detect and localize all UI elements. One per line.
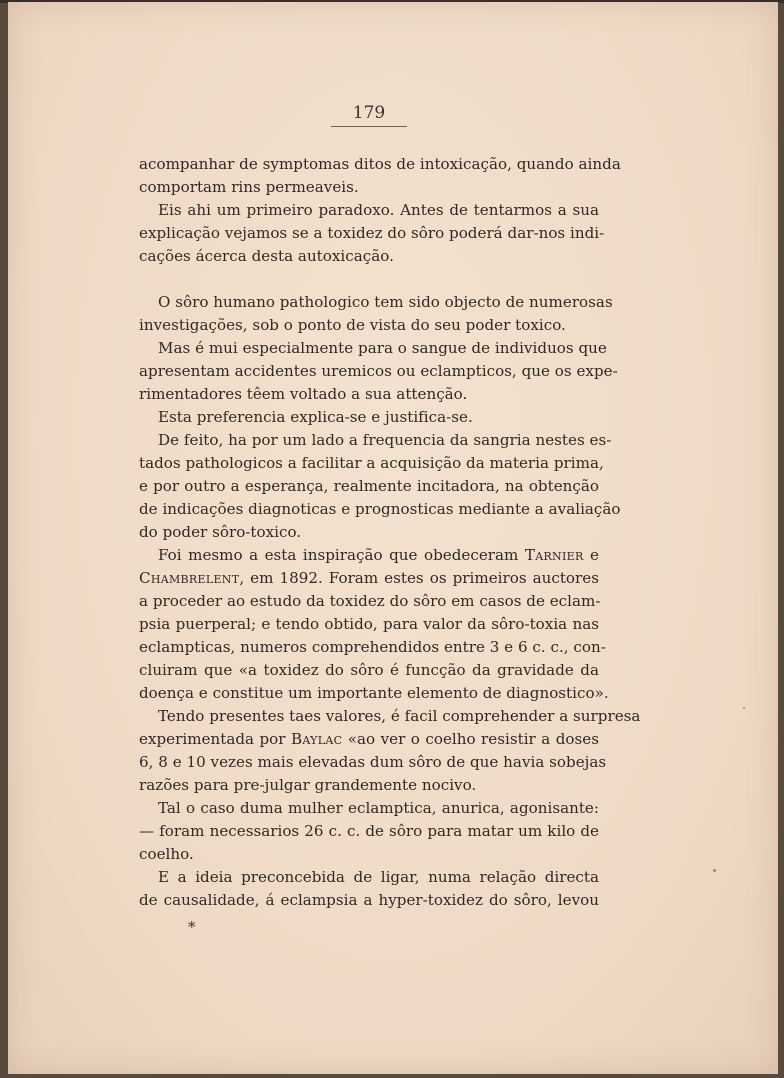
text-line: de causalidade, á eclampsia a hyper-toxidez do sôro, levou (139, 891, 599, 909)
text-line: a proceder ao estudo da toxidez do sôro em casos de eclam- (139, 592, 601, 610)
text-line: doença e constitue um importante elemento de diagnostico». (139, 684, 609, 702)
text-line: 6, 8 e 10 vezes mais elevadas dum sôro de que havia sobejas (139, 753, 607, 771)
text-line: cluiram que «a toxidez do sôro é funcção da gravidade da (139, 661, 599, 679)
text-line: De feito, ha por um lado a frequencia da sangria nestes es- (158, 431, 612, 449)
author-name: Tarnier (524, 546, 584, 564)
author-name: Baylac (290, 730, 343, 748)
signature-mark: * (188, 918, 196, 936)
text-line: comportam rins permeaveis. (139, 178, 359, 196)
text-line: rimentadores têem voltado a sua attenção. (139, 385, 468, 403)
text-line: de indicações diagnoticas e prognosticas mediante a avaliação (139, 500, 621, 518)
text-line (139, 567, 599, 590)
text-line: Esta preferencia explica-se e justifica-se. (158, 408, 473, 426)
text-line: Tal o caso duma mulher eclamptica, anurica, agonisante: (158, 799, 599, 817)
paper-spot (743, 707, 745, 709)
text-line: E a ideia preconcebida de ligar, numa relação directa (158, 868, 599, 886)
text-fragment: «ao ver o coelho resistir a doses (342, 730, 599, 748)
text-line: Eis ahi um primeiro paradoxo. Antes de tentarmos a sua (158, 201, 599, 219)
text-line: razões para pre-julgar grandemente nocivo. (139, 776, 477, 794)
text-line: Tendo presentes taes valores, é facil comprehender a surpresa (158, 707, 641, 725)
text-line: O sôro humano pathologico tem sido objecto de numerosas (158, 293, 613, 311)
text-line: acompanhar de symptomas ditos de intoxicação, quando ainda (139, 155, 621, 173)
text-line: coelho. (139, 845, 194, 863)
text-line: eclampticas, numeros comprehendidos entre 3 e 6 c. c., con- (139, 638, 606, 656)
text-line: cações ácerca desta autoxicação. (139, 247, 394, 265)
text-line: — foram necessarios 26 c. c. de sôro para matar um kilo de (139, 822, 599, 840)
text-line (139, 544, 599, 567)
text-line (139, 728, 599, 751)
page-number-rule (331, 126, 407, 127)
text-fragment: experimentada por (139, 730, 291, 748)
body-text (139, 153, 641, 912)
paragraph-gap (139, 268, 599, 291)
page-number: 179 (352, 103, 386, 123)
text-line: do poder sôro-toxico. (139, 523, 302, 541)
text-line: Mas é mui especialmente para o sangue de individuos que (158, 339, 607, 357)
text-fragment: e (583, 546, 599, 564)
text-line: explicação vejamos se a toxidez do sôro poderá dar-nos indi- (139, 224, 605, 242)
text-line: apresentam accidentes uremicos ou eclampticos, que os expe- (139, 362, 618, 380)
text-fragment: , em 1892. Foram estes os primeiros auctores (239, 569, 599, 587)
text-line: tados pathologicos a facilitar a acquisição da materia prima, (139, 454, 604, 472)
text-line: e por outro a esperança, realmente incitadora, na obtenção (139, 477, 599, 495)
text-line: psia puerperal; e tendo obtido, para valor da sôro-toxia nas (139, 615, 599, 633)
text-fragment: Foi mesmo a esta inspiração que obedeceram (158, 546, 525, 564)
author-name: Chambrelent (139, 569, 240, 587)
text-line: investigações, sob o ponto de vista do seu poder toxico. (139, 316, 566, 334)
paper-spot (713, 869, 716, 872)
